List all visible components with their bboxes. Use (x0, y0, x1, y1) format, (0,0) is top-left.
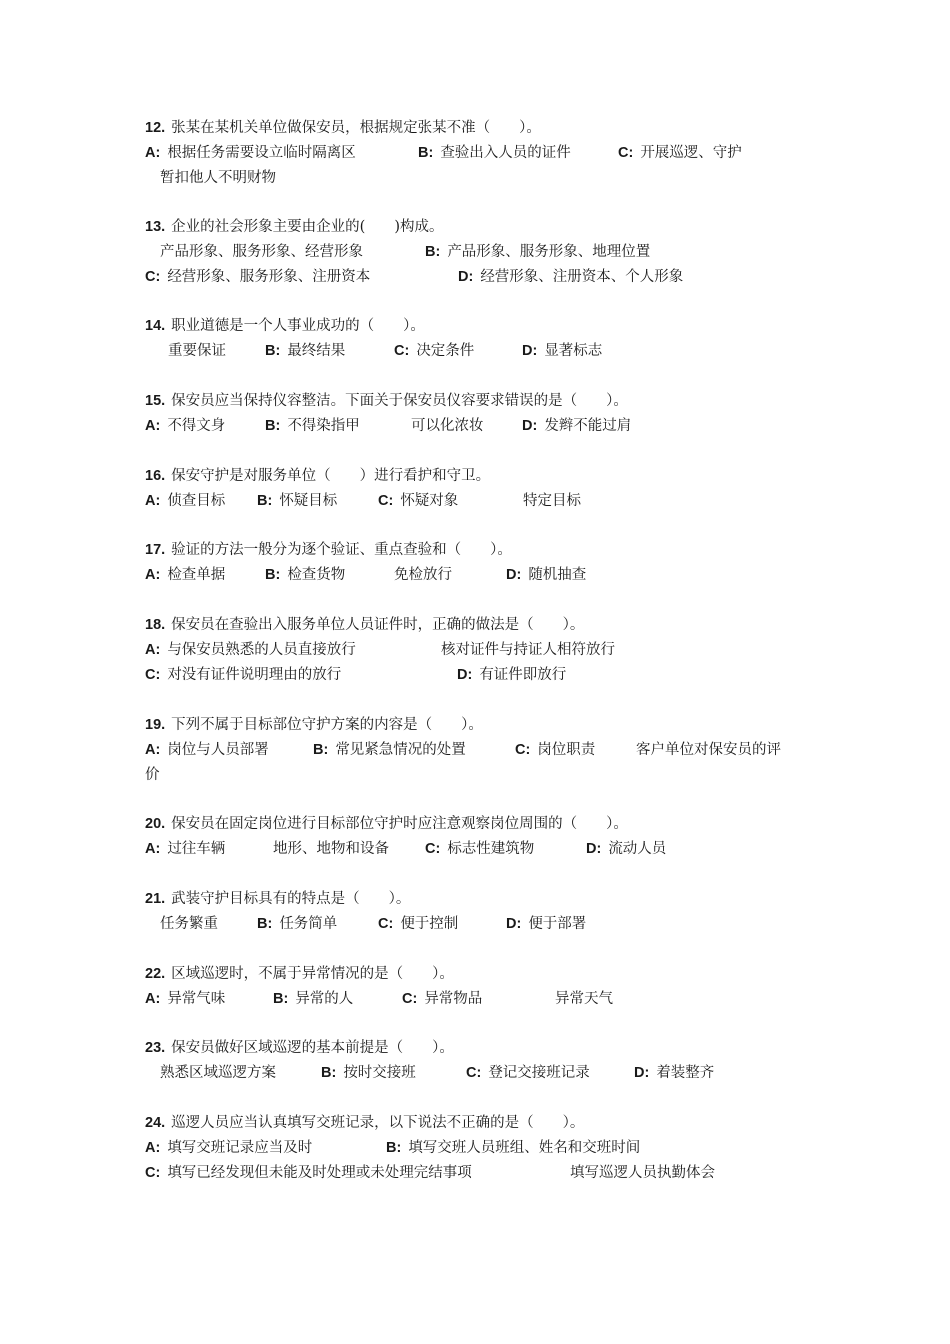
option-label: D: (506, 916, 522, 932)
question-22-stem (145, 964, 454, 984)
answer-option (273, 989, 353, 1009)
option-text: 异常气味 (167, 991, 226, 1007)
option-text: 着装整齐 (656, 1065, 715, 1081)
option-text: 过往车辆 (167, 841, 226, 857)
option-text: 价 (145, 767, 160, 783)
answer-option (160, 242, 363, 262)
question-text: 保安员在固定岗位进行目标部位守护时应注意观察岗位周围的（ ）。 (171, 816, 628, 832)
answer-option (257, 491, 337, 511)
option-label: B: (257, 916, 273, 932)
option-text: 有证件即放行 (479, 667, 567, 683)
answer-option (418, 143, 571, 163)
answer-option (313, 740, 466, 760)
option-label: D: (586, 841, 602, 857)
option-text: 岗位与人员部署 (167, 742, 269, 758)
question-20-stem (145, 814, 628, 834)
option-label: A: (145, 1140, 161, 1156)
answer-option (402, 989, 482, 1009)
question-text: 保安员在查验出入服务单位人员证件时，正确的做法是（ ）。 (171, 617, 585, 633)
option-label: C: (145, 269, 161, 285)
option-text: 最终结果 (287, 343, 346, 359)
answer-option (378, 491, 458, 511)
option-text: 标志性建筑物 (447, 841, 535, 857)
question-14-stem (145, 316, 425, 336)
option-text: 侦查目标 (167, 493, 226, 509)
option-text: 开展巡逻、守护 (640, 145, 742, 161)
option-label: C: (394, 343, 410, 359)
option-label: A: (145, 991, 161, 1007)
answer-option (145, 989, 225, 1009)
option-label: C: (145, 667, 161, 683)
option-text: 异常天气 (555, 991, 613, 1007)
answer-option (160, 168, 276, 188)
option-text: 客户单位对保安员的评 (636, 742, 781, 758)
answer-option (458, 267, 683, 287)
option-label: B: (265, 418, 281, 434)
question-text: 武装守护目标具有的特点是（ ）。 (171, 891, 411, 907)
answer-option (145, 1163, 472, 1183)
question-16-stem (145, 466, 490, 486)
option-text: 按时交接班 (343, 1065, 416, 1081)
answer-option (321, 1063, 416, 1083)
option-text: 岗位职责 (537, 742, 596, 758)
option-label: D: (458, 269, 474, 285)
option-label: B: (265, 567, 281, 583)
question-text: 保安守护是对服务单位（ ）进行看护和守卫。 (171, 468, 491, 484)
answer-option (586, 839, 666, 859)
option-text: 检查货物 (287, 567, 346, 583)
question-number: 17. (145, 542, 166, 558)
question-number: 14. (145, 318, 166, 334)
answer-option (411, 416, 484, 436)
answer-option (257, 914, 337, 934)
option-label: C: (378, 916, 394, 932)
option-label: A: (145, 841, 161, 857)
option-label: B: (386, 1140, 402, 1156)
question-text: 区域巡逻时，不属于异常情况的是（ ）。 (171, 966, 454, 982)
option-label: B: (418, 145, 434, 161)
answer-option (636, 740, 781, 760)
option-text: 任务简单 (279, 916, 338, 932)
option-text: 便于控制 (400, 916, 459, 932)
question-number: 22. (145, 966, 166, 982)
answer-option (265, 565, 345, 585)
option-label: D: (634, 1065, 650, 1081)
option-text: 随机抽查 (528, 567, 587, 583)
question-number: 16. (145, 468, 166, 484)
question-text: 验证的方法一般分为逐个验证、重点查验和（ ）。 (171, 542, 512, 558)
question-text: 企业的社会形象主要由企业的( )构成。 (171, 219, 444, 235)
question-number: 12. (145, 120, 166, 136)
question-24-stem (145, 1113, 584, 1133)
answer-option (145, 665, 341, 685)
option-label: D: (457, 667, 473, 683)
option-label: C: (425, 841, 441, 857)
option-text: 显著标志 (544, 343, 603, 359)
answer-option (378, 914, 458, 934)
option-text: 可以化浓妆 (411, 418, 484, 434)
option-text: 填写交班人员班组、姓名和交班时间 (408, 1140, 641, 1156)
option-label: C: (145, 1165, 161, 1181)
option-text: 不得染指甲 (287, 418, 360, 434)
question-text: 张某在某机关单位做保安员，根据规定张某不准（ ）。 (171, 120, 541, 136)
question-text: 职业道德是一个人事业成功的（ ）。 (171, 318, 425, 334)
answer-option (570, 1163, 715, 1183)
option-text: 暂扣他人不明财物 (160, 170, 276, 186)
answer-option (506, 914, 586, 934)
option-label: C: (378, 493, 394, 509)
question-number: 20. (145, 816, 166, 832)
option-label: C: (466, 1065, 482, 1081)
answer-option (168, 341, 226, 361)
answer-option (145, 640, 356, 660)
option-label: B: (321, 1065, 337, 1081)
answer-option (522, 341, 602, 361)
answer-option (522, 416, 631, 436)
answer-option (466, 1063, 590, 1083)
option-text: 异常的人 (295, 991, 354, 1007)
option-text: 常见紧急情况的处置 (335, 742, 466, 758)
option-text: 对没有证件说明理由的放行 (167, 667, 342, 683)
option-label: D: (522, 343, 538, 359)
option-label: A: (145, 642, 161, 658)
option-text: 异常物品 (424, 991, 483, 1007)
question-23-stem (145, 1038, 454, 1058)
option-text: 填写已经发现但未能及时处理或未处理完结事项 (167, 1165, 472, 1181)
option-text: 免检放行 (394, 567, 452, 583)
option-text: 怀疑目标 (279, 493, 338, 509)
option-text: 便于部署 (528, 916, 587, 932)
option-text: 根据任务需要设立临时隔离区 (167, 145, 356, 161)
answer-option (523, 491, 581, 511)
answer-option (145, 416, 225, 436)
option-label: D: (506, 567, 522, 583)
answer-option (145, 765, 160, 785)
answer-option (160, 1063, 276, 1083)
question-text: 下列不属于目标部位守护方案的内容是（ ）。 (171, 717, 483, 733)
answer-option (273, 839, 389, 859)
option-text: 经营形象、注册资本、个人形象 (480, 269, 684, 285)
answer-option (145, 267, 370, 287)
option-label: B: (273, 991, 289, 1007)
option-text: 不得文身 (167, 418, 226, 434)
answer-option (425, 839, 534, 859)
answer-option (265, 341, 345, 361)
option-text: 重要保证 (168, 343, 226, 359)
answer-option (160, 914, 218, 934)
question-number: 19. (145, 717, 166, 733)
option-label: A: (145, 145, 161, 161)
answer-option (145, 565, 225, 585)
option-label: B: (265, 343, 281, 359)
answer-option (634, 1063, 714, 1083)
question-19-stem (145, 715, 483, 735)
option-text: 发辫不能过肩 (544, 418, 632, 434)
answer-option (506, 565, 586, 585)
answer-option (394, 341, 474, 361)
answer-option (145, 839, 225, 859)
option-label: B: (257, 493, 273, 509)
answer-option (457, 665, 566, 685)
option-text: 检查单据 (167, 567, 226, 583)
question-text: 保安员做好区域巡逻的基本前提是（ ）。 (171, 1040, 454, 1056)
answer-option (555, 989, 613, 1009)
question-text: 巡逻人员应当认真填写交班记录，以下说法不正确的是（ ）。 (171, 1115, 585, 1131)
answer-option (386, 1138, 640, 1158)
option-label: C: (618, 145, 634, 161)
option-label: A: (145, 418, 161, 434)
option-label: C: (402, 991, 418, 1007)
question-number: 23. (145, 1040, 166, 1056)
option-text: 决定条件 (416, 343, 475, 359)
question-number: 21. (145, 891, 166, 907)
answer-option (145, 740, 269, 760)
option-text: 经营形象、服务形象、注册资本 (167, 269, 371, 285)
answer-option (145, 143, 356, 163)
option-label: B: (425, 244, 441, 260)
option-text: 查验出入人员的证件 (440, 145, 571, 161)
question-number: 18. (145, 617, 166, 633)
answer-option (441, 640, 615, 660)
option-label: A: (145, 567, 161, 583)
question-17-stem (145, 540, 512, 560)
option-text: 核对证件与持证人相符放行 (441, 642, 615, 658)
question-18-stem (145, 615, 584, 635)
option-label: A: (145, 742, 161, 758)
question-number: 15. (145, 393, 166, 409)
option-text: 登记交接班记录 (488, 1065, 590, 1081)
question-21-stem (145, 889, 410, 909)
answer-option (425, 242, 650, 262)
answer-option (515, 740, 595, 760)
option-text: 流动人员 (608, 841, 667, 857)
option-text: 产品形象、服务形象、经营形象 (160, 244, 363, 260)
option-text: 特定目标 (523, 493, 581, 509)
answer-option (394, 565, 452, 585)
option-text: 与保安员熟悉的人员直接放行 (167, 642, 356, 658)
question-13-stem (145, 217, 443, 237)
answer-option (265, 416, 360, 436)
option-text: 产品形象、服务形象、地理位置 (447, 244, 651, 260)
option-text: 填写巡逻人员执勤体会 (570, 1165, 715, 1181)
option-label: D: (522, 418, 538, 434)
option-text: 任务繁重 (160, 916, 218, 932)
question-15-stem (145, 391, 628, 411)
answer-option (618, 143, 742, 163)
option-text: 怀疑对象 (400, 493, 459, 509)
question-number: 13. (145, 219, 166, 235)
option-label: A: (145, 493, 161, 509)
question-12-stem (145, 118, 541, 138)
question-number: 24. (145, 1115, 166, 1131)
option-text: 熟悉区域巡逻方案 (160, 1065, 276, 1081)
option-label: C: (515, 742, 531, 758)
question-text: 保安员应当保持仪容整洁。下面关于保安员仪容要求错误的是（ ）。 (171, 393, 628, 409)
option-text: 地形、地物和设备 (273, 841, 389, 857)
answer-option (145, 1138, 312, 1158)
answer-option (145, 491, 225, 511)
option-text: 填写交班记录应当及时 (167, 1140, 313, 1156)
option-label: B: (313, 742, 329, 758)
